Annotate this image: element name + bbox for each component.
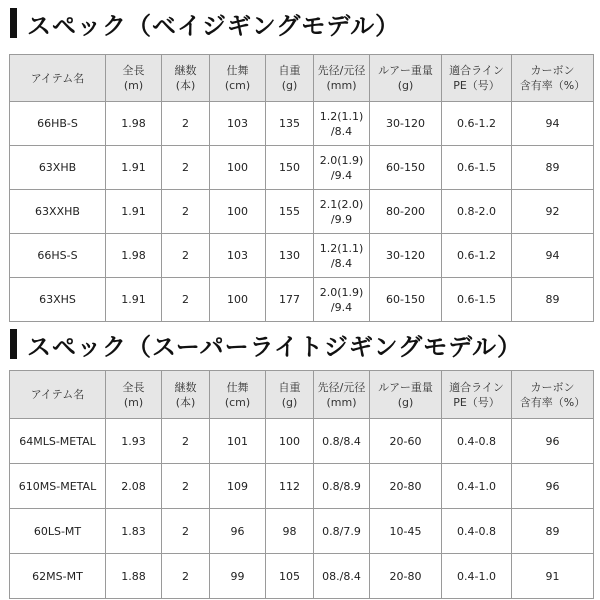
cell-line-pe: 0.4-0.8 — [442, 419, 512, 464]
header-item-name: アイテム名 — [10, 371, 106, 419]
cell-tip-butt-diameter: 0.8/8.9 — [314, 464, 370, 509]
cell-tip-butt-diameter: 08./8.4 — [314, 554, 370, 599]
cell-closed-length: 101 — [210, 419, 266, 464]
header-length: 全長 (m) — [106, 371, 162, 419]
header-pieces: 継数 (本) — [162, 55, 210, 102]
cell-item-name: 63XXHB — [10, 190, 106, 234]
cell-item-name: 60LS-MT — [10, 509, 106, 554]
cell-lure-weight: 20-80 — [370, 554, 442, 599]
cell-closed-length: 109 — [210, 464, 266, 509]
header-tip-butt-diameter: 先径/元径 (mm) — [314, 371, 370, 419]
cell-weight: 177 — [266, 278, 314, 322]
header-length: 全長 (m) — [106, 55, 162, 102]
cell-weight: 105 — [266, 554, 314, 599]
cell-weight: 150 — [266, 146, 314, 190]
header-item-name: アイテム名 — [10, 55, 106, 102]
spec-table-bay-jigging — [9, 54, 594, 322]
cell-length: 1.83 — [106, 509, 162, 554]
cell-carbon-content: 96 — [512, 464, 594, 509]
cell-line-pe: 0.8-2.0 — [442, 190, 512, 234]
cell-length: 1.91 — [106, 146, 162, 190]
cell-carbon-content: 94 — [512, 102, 594, 146]
cell-item-name: 66HB-S — [10, 102, 106, 146]
cell-weight: 98 — [266, 509, 314, 554]
section-title-text: スペック（ベイジギングモデル） — [27, 11, 401, 40]
cell-closed-length: 96 — [210, 509, 266, 554]
cell-length: 1.98 — [106, 102, 162, 146]
cell-item-name: 610MS-METAL — [10, 464, 106, 509]
cell-length: 1.91 — [106, 278, 162, 322]
table-row — [10, 554, 594, 599]
cell-closed-length: 100 — [210, 190, 266, 234]
cell-length: 2.08 — [106, 464, 162, 509]
cell-lure-weight: 30-120 — [370, 234, 442, 278]
cell-pieces: 2 — [162, 234, 210, 278]
cell-lure-weight: 20-60 — [370, 419, 442, 464]
cell-tip-butt-diameter: 2.0(1.9) /9.4 — [314, 146, 370, 190]
section-title-bay-jigging — [10, 6, 400, 40]
cell-lure-weight: 80-200 — [370, 190, 442, 234]
section-title-text: スペック（スーパーライトジギングモデル） — [27, 332, 522, 361]
cell-pieces: 2 — [162, 102, 210, 146]
cell-line-pe: 0.6-1.5 — [442, 278, 512, 322]
cell-carbon-content: 94 — [512, 234, 594, 278]
cell-pieces: 2 — [162, 419, 210, 464]
cell-item-name: 64MLS-METAL — [10, 419, 106, 464]
cell-closed-length: 99 — [210, 554, 266, 599]
cell-line-pe: 0.4-1.0 — [442, 554, 512, 599]
header-weight: 自重 (g) — [266, 55, 314, 102]
header-closed-length: 仕舞 (cm) — [210, 55, 266, 102]
cell-line-pe: 0.4-1.0 — [442, 464, 512, 509]
section-title-super-light-jigging — [10, 327, 522, 361]
cell-closed-length: 103 — [210, 234, 266, 278]
cell-weight: 155 — [266, 190, 314, 234]
cell-length: 1.93 — [106, 419, 162, 464]
cell-weight: 130 — [266, 234, 314, 278]
spec-table-super-light-jigging — [9, 370, 594, 599]
header-weight: 自重 (g) — [266, 371, 314, 419]
title-accent-bar — [10, 8, 17, 38]
header-lure-weight: ルアー重量 (g) — [370, 371, 442, 419]
table-row — [10, 234, 594, 278]
cell-tip-butt-diameter: 1.2(1.1) /8.4 — [314, 234, 370, 278]
cell-length: 1.91 — [106, 190, 162, 234]
header-line-pe: 適合ライン PE（号） — [442, 371, 512, 419]
cell-item-name: 63XHB — [10, 146, 106, 190]
cell-carbon-content: 92 — [512, 190, 594, 234]
cell-item-name: 66HS-S — [10, 234, 106, 278]
cell-pieces: 2 — [162, 190, 210, 234]
header-line-pe: 適合ライン PE（号） — [442, 55, 512, 102]
cell-tip-butt-diameter: 0.8/8.4 — [314, 419, 370, 464]
header-closed-length: 仕舞 (cm) — [210, 371, 266, 419]
cell-length: 1.88 — [106, 554, 162, 599]
cell-pieces: 2 — [162, 464, 210, 509]
cell-tip-butt-diameter: 2.0(1.9) /9.4 — [314, 278, 370, 322]
cell-closed-length: 103 — [210, 102, 266, 146]
cell-carbon-content: 89 — [512, 278, 594, 322]
cell-pieces: 2 — [162, 554, 210, 599]
table-row — [10, 102, 594, 146]
cell-carbon-content: 89 — [512, 509, 594, 554]
cell-weight: 112 — [266, 464, 314, 509]
cell-lure-weight: 30-120 — [370, 102, 442, 146]
cell-closed-length: 100 — [210, 278, 266, 322]
cell-lure-weight: 60-150 — [370, 146, 442, 190]
cell-lure-weight: 60-150 — [370, 278, 442, 322]
cell-line-pe: 0.6-1.2 — [442, 234, 512, 278]
cell-tip-butt-diameter: 1.2(1.1) /8.4 — [314, 102, 370, 146]
header-carbon-content: カーボン 含有率（%） — [512, 55, 594, 102]
cell-lure-weight: 10-45 — [370, 509, 442, 554]
cell-tip-butt-diameter: 0.8/7.9 — [314, 509, 370, 554]
table-row — [10, 146, 594, 190]
title-accent-bar — [10, 329, 17, 359]
cell-line-pe: 0.6-1.2 — [442, 102, 512, 146]
cell-carbon-content: 96 — [512, 419, 594, 464]
table-row — [10, 509, 594, 554]
cell-carbon-content: 91 — [512, 554, 594, 599]
cell-line-pe: 0.4-0.8 — [442, 509, 512, 554]
table-row — [10, 190, 594, 234]
cell-lure-weight: 20-80 — [370, 464, 442, 509]
header-lure-weight: ルアー重量 (g) — [370, 55, 442, 102]
cell-tip-butt-diameter: 2.1(2.0) /9.9 — [314, 190, 370, 234]
table-header-row — [10, 55, 594, 102]
cell-carbon-content: 89 — [512, 146, 594, 190]
cell-weight: 100 — [266, 419, 314, 464]
cell-weight: 135 — [266, 102, 314, 146]
cell-length: 1.98 — [106, 234, 162, 278]
cell-pieces: 2 — [162, 509, 210, 554]
cell-closed-length: 100 — [210, 146, 266, 190]
header-tip-butt-diameter: 先径/元径 (mm) — [314, 55, 370, 102]
table-row — [10, 278, 594, 322]
cell-item-name: 63XHS — [10, 278, 106, 322]
header-carbon-content: カーボン 含有率（%） — [512, 371, 594, 419]
cell-item-name: 62MS-MT — [10, 554, 106, 599]
table-row — [10, 464, 594, 509]
cell-pieces: 2 — [162, 278, 210, 322]
header-pieces: 継数 (本) — [162, 371, 210, 419]
table-header-row — [10, 371, 594, 419]
table-row — [10, 419, 594, 464]
cell-pieces: 2 — [162, 146, 210, 190]
cell-line-pe: 0.6-1.5 — [442, 146, 512, 190]
